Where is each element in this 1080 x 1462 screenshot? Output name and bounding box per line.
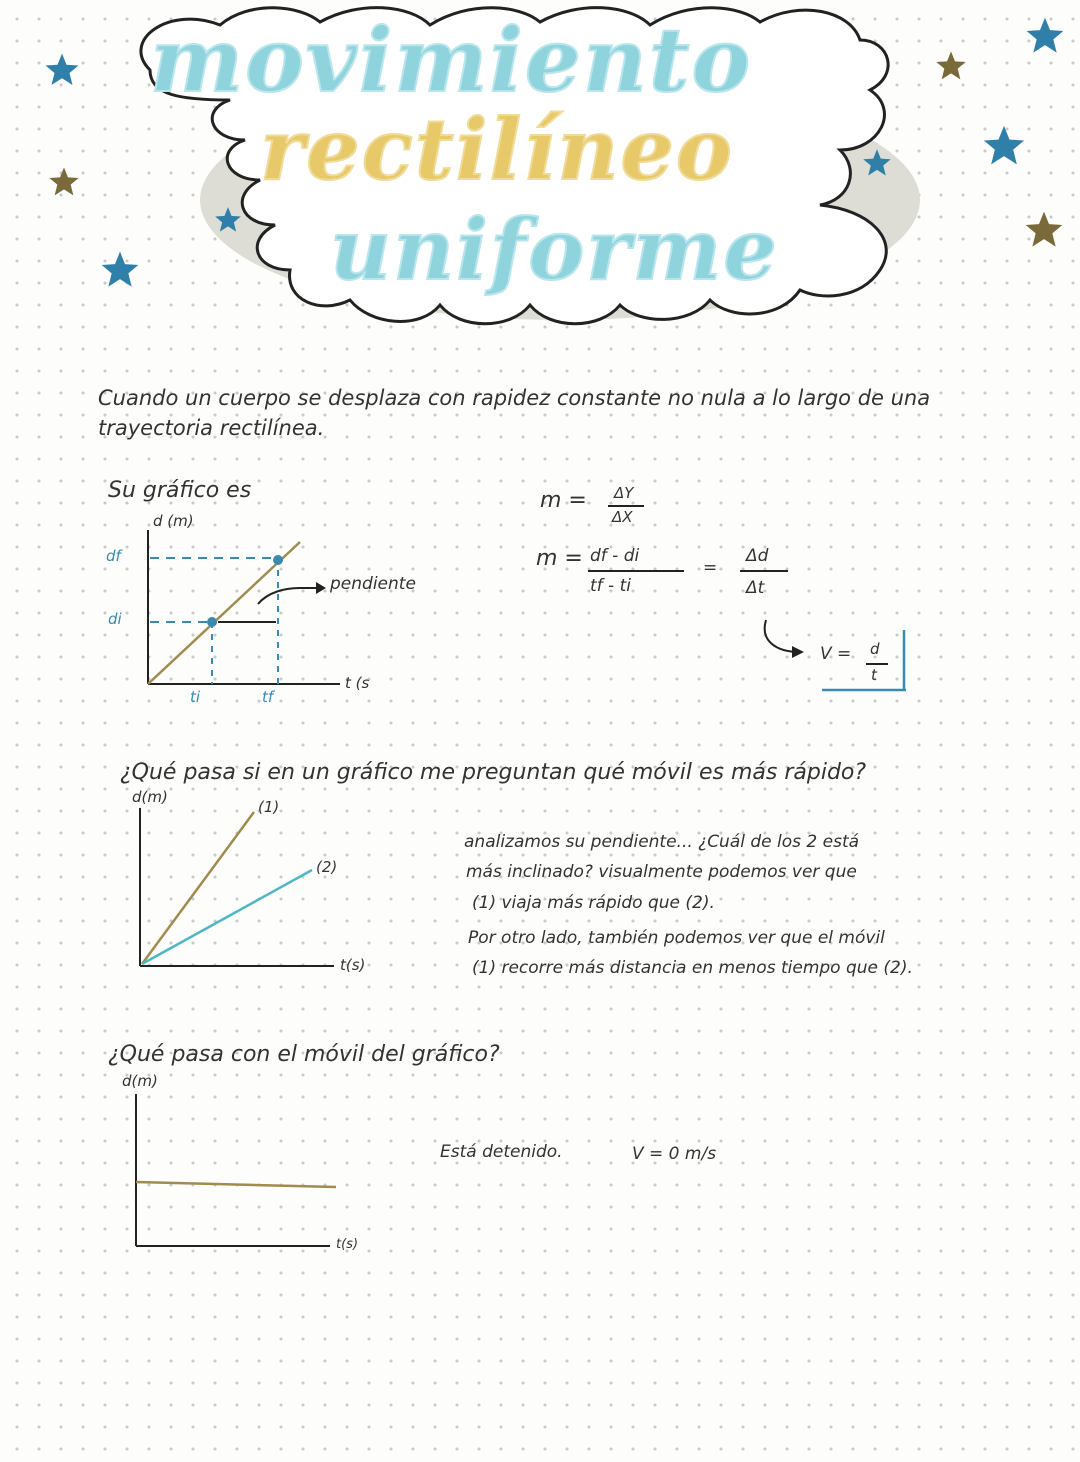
q1-explanation-line-4: Por otro lado, también podemos ver que el móvil [468, 928, 885, 948]
delta-t: Δt [746, 578, 765, 598]
velocity-denominator: t [871, 666, 877, 684]
q1-line2-label: (2) [316, 858, 338, 876]
graph1-tick-ti: ti [190, 688, 201, 706]
q2-velocity: V = 0 m/s [632, 1144, 717, 1164]
intro-paragraph: Cuando un cuerpo se desplaza con rapidez constante no nula a lo largo de una trayectoria rectilínea. [98, 386, 931, 440]
question2-text: ¿Qué pasa con el móvil del gráfico? [108, 1042, 500, 1067]
q1-y-axis-label: d(m) [132, 788, 168, 806]
q1-line1-label: (1) [258, 798, 280, 816]
delta-d: Δd [746, 546, 769, 566]
graph1-y-axis-label: d (m) [153, 512, 194, 530]
q1-x-axis-label: t(s) [340, 956, 366, 974]
slope-prefix-2: m = [536, 546, 583, 571]
q1-explanation-line-5: (1) recorre más distancia en menos tiempo que (2). [472, 958, 913, 978]
q1-explanation-line-2: más inclinado? visualmente podemos ver que [466, 862, 857, 882]
formula-denominator: tf - ti [590, 576, 631, 596]
q2-answer: Está detenido. [440, 1142, 563, 1162]
graph1-x-axis-label: t (s [345, 674, 370, 692]
slope-numerator: ΔY [614, 484, 634, 502]
title-line-2: rectilíneo [260, 100, 734, 199]
graph1-tick-di: di [108, 610, 122, 628]
velocity-numerator: d [870, 640, 880, 658]
graph1-tick-df: df [106, 547, 121, 565]
question1-text: ¿Qué pasa si en un gráfico me preguntan qué móvil es más rápido? [120, 760, 867, 785]
velocity-prefix: V = [820, 644, 852, 664]
slope-denominator: ΔX [612, 508, 633, 526]
slope-prefix-1: m = [540, 488, 587, 513]
formula-equals: = [703, 558, 718, 578]
graph1-arrow-label: pendiente [330, 574, 416, 594]
q1-explanation-line-1: analizamos su pendiente... ¿Cuál de los 2 está [464, 832, 860, 852]
title-line-1: movimiento [150, 8, 753, 112]
graph1-tick-tf: tf [262, 688, 274, 706]
title-line-3: uniforme [330, 200, 779, 299]
q1-explanation-line-3: (1) viaja más rápido que (2). [472, 893, 715, 913]
q2-x-axis-label: t(s) [336, 1237, 359, 1252]
formula-numerator: df - di [590, 546, 640, 566]
q2-y-axis-label: d(m) [122, 1072, 158, 1090]
graph1-heading: Su gráfico es [108, 478, 252, 503]
